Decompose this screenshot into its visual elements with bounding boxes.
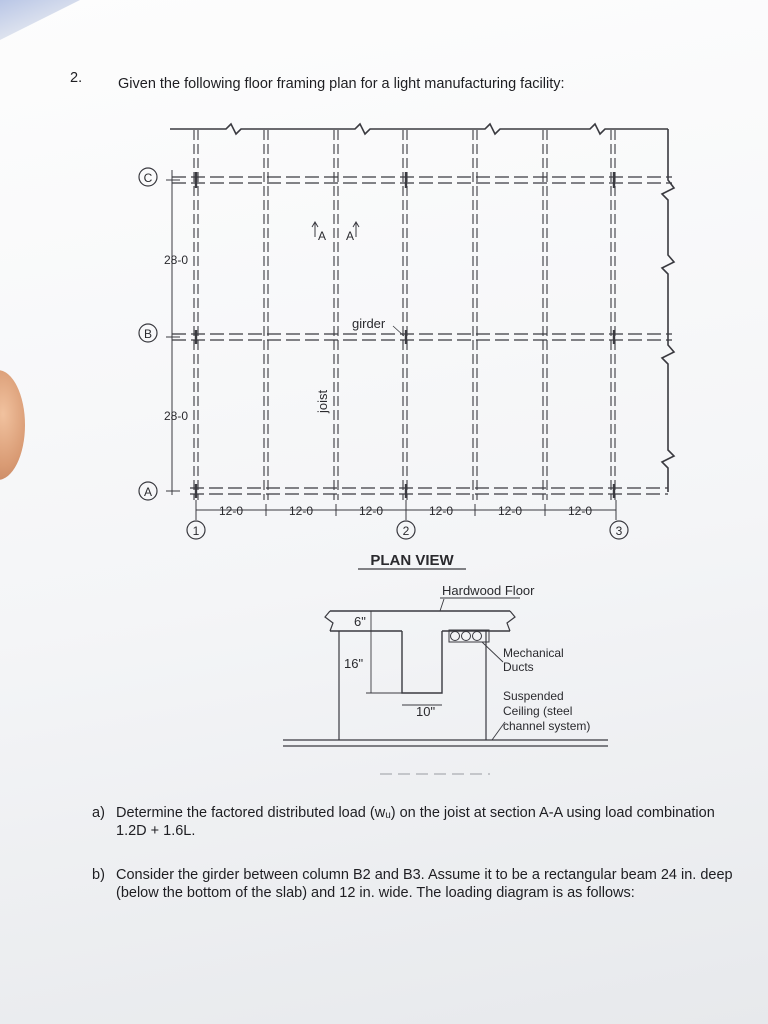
question-b-label: b) [92, 867, 105, 883]
bay-dim-upper: 28-0 [163, 253, 188, 267]
plan-view [139, 124, 674, 569]
ceiling-label-1: Suspended [503, 689, 564, 703]
grid-label-2: 2 [402, 524, 410, 538]
grid-label-b: B [143, 327, 153, 341]
girder-label: girder [352, 316, 386, 331]
section-mark-left: A [317, 229, 327, 243]
grid-label-c: C [143, 171, 153, 185]
plan-labels [144, 171, 623, 569]
stem-width-label: 10" [416, 704, 436, 719]
joist-label: joist [315, 389, 330, 413]
bay-dim-lower: 28-0 [163, 409, 188, 423]
span-dim-6: 12-0 [567, 504, 593, 518]
stem-depth-label: 16" [344, 656, 364, 671]
grid-label-3: 3 [615, 524, 623, 538]
section-mark-right: A [345, 229, 355, 243]
ceiling-label-3: channel system) [503, 719, 591, 733]
span-dim-5: 12-0 [497, 504, 523, 518]
question-a-label: a) [92, 805, 105, 821]
ceiling-label-2: Ceiling (steel [503, 704, 573, 718]
hardwood-floor-label: Hardwood Floor [442, 583, 535, 598]
problem-statement: Given the following floor framing plan for a light manufacturing facility: [118, 76, 565, 92]
plan-view-title: PLAN VIEW [370, 552, 454, 569]
mechanical-label-1: Mechanical [503, 646, 564, 660]
section-detail [283, 598, 608, 774]
span-dim-4: 12-0 [428, 504, 454, 518]
section-labels [344, 583, 590, 733]
question-b-text: Consider the girder between column B2 and B3. Assume it to be a rectangular beam 24 in. deep (below the bottom of the slab) and 12 in. wide. The loading diagram is as follows: [116, 867, 733, 901]
mechanical-label-2: Ducts [503, 660, 534, 674]
span-dim-3: 12-0 [358, 504, 384, 518]
span-dim-1: 12-0 [218, 504, 244, 518]
span-dim-2: 12-0 [288, 504, 314, 518]
question-a-text: Determine the factored distributed load (wᵤ) on the joist at section A-A using load combination 1.2D + 1.6L. [116, 805, 715, 839]
slab-thickness-label: 6" [354, 614, 366, 629]
problem-number: 2. [70, 70, 83, 86]
grid-label-a: A [143, 485, 153, 499]
grid-label-1: 1 [192, 524, 200, 538]
